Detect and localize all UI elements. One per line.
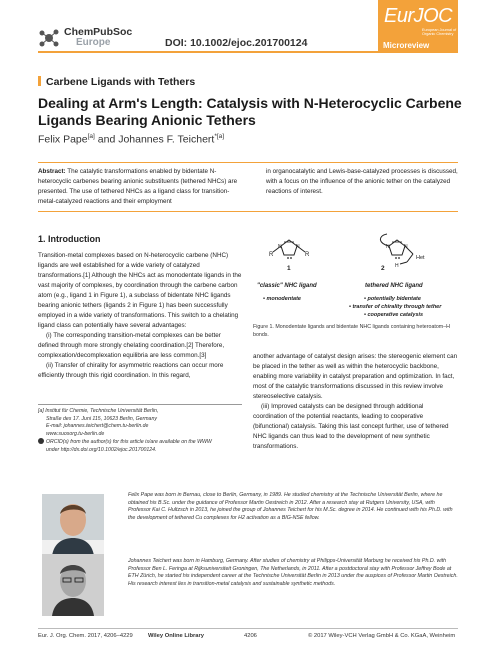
page-number: 4206 <box>244 633 257 639</box>
section-label-text: Carbene Ligands with Tethers <box>46 76 196 88</box>
affiliation-line: Straße des 17. Juni 115, 10623 Berlin, Germany <box>46 415 157 422</box>
footer-divider <box>38 628 458 629</box>
ligand-property: • cooperative catalysis <box>364 312 424 318</box>
orcid-link[interactable]: under http://dx.doi.org/10.1002/ejoc.201700124. <box>46 446 157 453</box>
author-line <box>38 133 224 146</box>
wiley-online-library-link[interactable]: Wiley Online Library <box>148 633 204 639</box>
bio-teichert: Johannes Teichert was born in Hamburg, Germany. After studies of chemistry at Philipps-Universität Marburg he received his Ph.D. with Professor Ben L. Feringa at Rijksuniversiteit Groningen, The Netherlands, in 2011. After a postdoctoral stay with Professor Jeffrey Bode at ETH Zürich, he started his independent career at the Technische Universität Berlin in 2013 under the auspices of Professor Martin Oestreich. His research interest lies in transition-metal catalysis and sustainable synthetic methods. <box>128 558 458 587</box>
abstract-text-right: in organocatalytic and Lewis-base-catalyzed processes is discussed, with a focus on the influence of the anionic tether on the catalyzed reactions of interest. <box>266 168 458 195</box>
compound-1-structure <box>269 240 310 259</box>
tethered-ligand-name: tethered NHC ligand <box>365 283 423 289</box>
ligand-property: • monodentate <box>263 296 301 302</box>
abstract-body-left: The catalytic transformations enabled by bidentate N-heterocyclic carbenes bearing anionic substituents (tethered NHCs) are presented. The use of tethered NHCs as a ligand class for transition-metal-catalyzed reactions and their employment <box>38 168 238 205</box>
publisher-region: Europe <box>76 37 111 48</box>
author-photo-teichert <box>42 554 104 616</box>
article-type-label: Microreview <box>383 41 430 50</box>
citation: Eur. J. Org. Chem. 2017, 4206–4229 <box>38 633 133 639</box>
publisher-logo <box>38 26 148 52</box>
author-name[interactable]: Felix Pape <box>38 133 88 146</box>
intro-paragraph: another advantage of catalyst design arises: the stereogenic element can be placed in the tether as well as within the heterocyclic backbone, enabling more variability in catalyst preparation and optimization. In fact, most of the catalytic transformations discussed in this review involve stereoselective catalysis. <box>253 353 458 400</box>
author-separator: and <box>94 133 119 146</box>
bio-pape: Felix Pape was born in Bernau, close to Berlin, Germany, in 1989. He studied chemistry at the Technische Universität Berlin, where he obtained his B.Sc. under the guidance of Professor Martin Oestreich in 2012. After a research stay at Rutgers University, USA, with Professor Kai C. Hultzsch in 2013, he joined the group of Johannes Teichert for his M.Sc. degree in 2014. He continued with his Ph.D. with the development of tethered Cu complexes for H2 activation as a BIG-NSE fellow. <box>128 492 453 521</box>
affiliation-website[interactable]: www.suosorg.tu-berlin.de <box>46 430 105 437</box>
classic-ligand-name: "classic" NHC ligand <box>257 283 317 289</box>
svg-text:R: R <box>269 252 274 258</box>
svg-text:N: N <box>386 244 390 250</box>
intro-paragraph: (ii) Transfer of chirality for asymmetric reactions can occur more efficiently through this rigid coordination. In this regard, <box>38 362 224 379</box>
author-affiliation-mark: [a] <box>87 133 95 140</box>
copyright: © 2017 Wiley-VCH Verlag GmbH & Co. KGaA, Weinheim <box>308 633 456 639</box>
figure-caption: Figure 1. Monodentate ligands and bidentate NHC ligands containing heteroatom–H bonds. <box>253 324 450 338</box>
compound-2-structure <box>380 234 413 269</box>
svg-text:N: N <box>404 244 408 250</box>
affiliation-footnote <box>38 404 242 454</box>
molecule-icon <box>38 27 60 49</box>
affiliation-line: [a] Institut für Chemie, Technische Universität Berlin, <box>38 408 159 414</box>
abstract-text-left <box>38 167 242 207</box>
author-biographies <box>38 490 458 620</box>
abstract-label: Abstract: <box>38 168 66 175</box>
portrait-icon <box>42 554 104 616</box>
journal-tagline: European Journal of Organic Chemistry <box>422 28 457 37</box>
compound-1-label: 1 <box>287 265 291 272</box>
svg-text:H: H <box>395 263 399 269</box>
intro-paragraph: Transition-metal complexes based on N-heterocyclic carbene (NHC) ligands are well established for a wide variety of catalyzed transformations.[1] Although the NHCs act as monodentate ligands in the vast majority of complexes, by coordination through the carbene carbon atom (e.g., ligand 1 in Figure 1), a subclass of bidentate NHC ligands bearing anionic tethers (ligands 2 in Figure 1) has been successfully employed in a wide variety of transformations. This switch to a chelating ligand class can potentially have several advantages: <box>38 252 242 329</box>
orcid-text: ORCID(s) from the author(s) for this article is/are available on the WWW <box>46 439 212 445</box>
ligand-property: • potentially bidentate <box>364 296 421 302</box>
ligand-property: • transfer of chirality through tether <box>349 304 442 310</box>
abstract-box <box>38 162 458 212</box>
author-name[interactable]: Johannes F. Teichert <box>118 133 215 146</box>
orcid-icon <box>38 438 44 444</box>
left-column <box>38 234 242 381</box>
author-photo-pape <box>42 494 104 556</box>
svg-text:N: N <box>278 244 282 250</box>
article-title: Dealing at Arm's Length: Catalysis with N-Heterocyclic Carbene Ligands Bearing Anionic Tethers <box>38 95 462 128</box>
header-divider <box>38 51 458 53</box>
heteroatom-label: Het <box>416 255 425 261</box>
svg-text:N: N <box>296 244 300 250</box>
orcid-note <box>38 438 242 447</box>
compound-2-label: 2 <box>381 265 385 272</box>
right-column <box>253 352 458 452</box>
svg-text:R: R <box>305 252 310 258</box>
section-label <box>38 76 195 88</box>
intro-paragraph: (iii) Improved catalysts can be designed through additional coordination of the potential reactants, leading to cooperative (bifunctional) catalysis. Taking this last concept further, use of tethered NHC ligands can thus lead to the development of new synthetic transformations. <box>253 403 449 450</box>
doi-link[interactable]: DOI: 10.1002/ejoc.201700124 <box>165 37 308 49</box>
author-affiliation-mark: *[a] <box>214 133 225 140</box>
intro-paragraph: (i) The corresponding transition-metal complexes can be better defined through more strongly chelating coordination.[2] Therefore, complexation/decomplexation equilibria are less common.[3] <box>38 332 225 359</box>
introduction-heading: 1. Introduction <box>38 234 101 244</box>
publisher-name: ChemPubSoc <box>64 26 133 38</box>
affiliation-email[interactable]: E-mail: johannes.teichert@chem.tu-berlin.de <box>46 423 149 429</box>
section-marker <box>38 76 41 86</box>
journal-logo-text: EurJOC <box>384 5 453 27</box>
portrait-icon <box>42 494 104 556</box>
